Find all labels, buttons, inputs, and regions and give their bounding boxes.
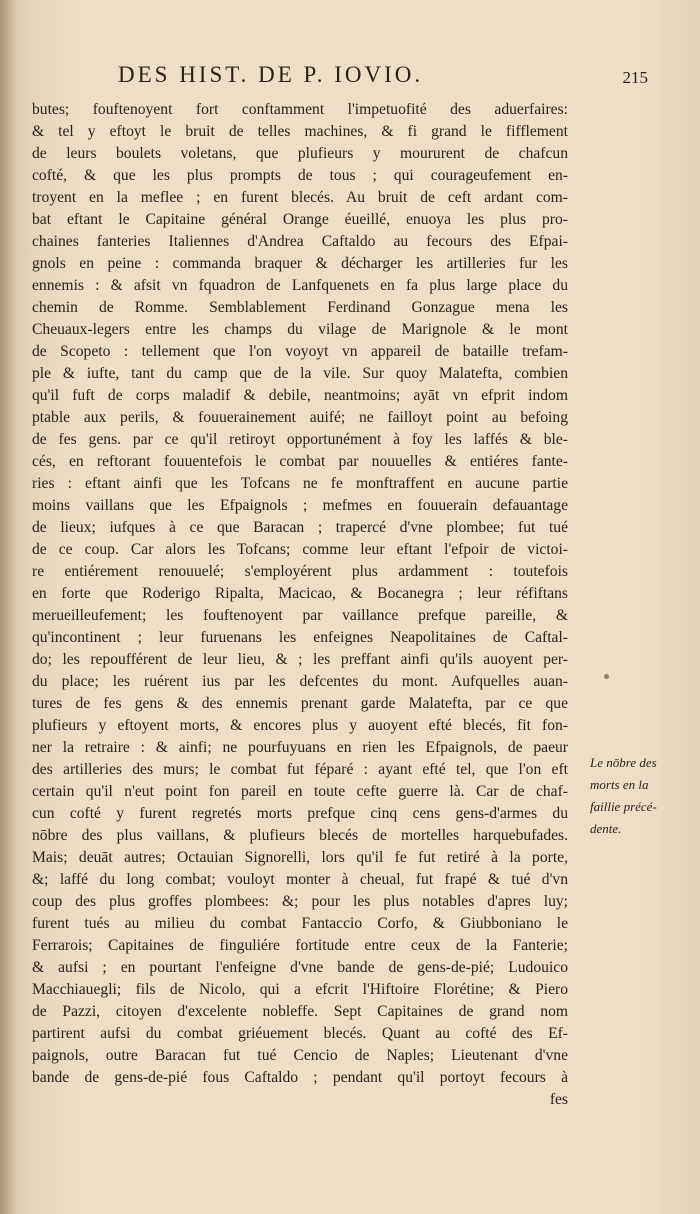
text-line: des artilleries des murs; le combat fut féparé : ayant efté tel, que l'on eft bbox=[32, 761, 568, 778]
text-line: cofté, & que les plus prompts de tous ; qui courageufement en- bbox=[32, 167, 568, 184]
marginal-note-line: Le nōbre des bbox=[590, 755, 657, 770]
text-line: furent tués au milieu du combat Fantaccio Corfo, & Giubboniano le bbox=[32, 915, 568, 932]
text-line: partirent aufsi du combat griéuement blecés. Quant au cofté des Ef- bbox=[32, 1025, 568, 1042]
text-line: re entiérement renouuelé; s'employérent plus ardamment : toutefois bbox=[32, 563, 568, 580]
marginal-note-line: morts en la bbox=[590, 777, 649, 792]
text-line: Mais; deuāt autres; Octauian Signorelli, lors qu'il fe fut retiré à la porte, bbox=[32, 849, 568, 866]
running-title: DES HIST. DE P. IOVIO. bbox=[118, 62, 424, 87]
text-line: certain qu'il n'eut point fon pareil en toute cefte guerre là. Car de chaf- bbox=[32, 783, 568, 800]
text-line: chaines fanteries Italiennes d'Andrea Caftaldo au fecours des Efpai- bbox=[32, 233, 568, 250]
text-line: ennemis : & afsit vn fquadron de Lanfquenets en fa plus large place du bbox=[32, 277, 568, 294]
page-header bbox=[118, 62, 648, 96]
text-line: & tel y eftoyt le bruit de telles machines, & fi grand le fifflement bbox=[32, 123, 568, 140]
text-line: nōbre des plus vaillans, & plufieurs blecés de mortelles harquebufades. bbox=[32, 827, 568, 844]
body-text bbox=[32, 99, 568, 1111]
text-line: en forte que Roderigo Ripalta, Macicao, & Bocanegra ; leur réfiftans bbox=[32, 585, 568, 602]
text-line: de Pazzi, citoyen d'excelente nobleffe. Sept Capitaines de grand nom bbox=[32, 1003, 568, 1020]
page-number: 215 bbox=[622, 68, 648, 87]
marginal-note-line: dente. bbox=[590, 821, 622, 836]
text-line: de fes gens. par ce qu'il retiroyt opportunément à foy les laffés & ble- bbox=[32, 431, 568, 448]
text-line: chemin de Romme. Semblablement Ferdinand Gonzague mena les bbox=[32, 299, 568, 316]
margin-mark bbox=[604, 674, 609, 679]
text-line: du place; les ruérent ius par les defcentes du mont. Aufquelles auan- bbox=[32, 673, 568, 690]
text-line: coup des plus groffes plombees: &; pour les plus notables d'apres luy; bbox=[32, 893, 568, 910]
text-line: tures de fes gens & des ennemis prenant garde Malatefta, par ce que bbox=[32, 695, 568, 712]
catchword: fes bbox=[549, 1091, 568, 1108]
marginal-note-line: faillie précé- bbox=[590, 799, 657, 814]
page-binding-shadow bbox=[0, 0, 14, 1214]
text-line: ptable aux perils, & fouuerainement auifé; ne failloyt point au befoing bbox=[32, 409, 568, 426]
text-line: qu'il fuft de corps maladif & debile, neantmoins; ayāt vn efprit indom bbox=[32, 387, 568, 404]
text-line: bat eftant le Capitaine général Orange éueillé, enuoya les plus pro- bbox=[32, 211, 568, 228]
marginal-note bbox=[590, 752, 690, 840]
text-line: de Scopeto : tellement que l'on voyoyt vn appareil de bataille trefam- bbox=[32, 343, 568, 360]
text-line: &; laffé du long combat; vouloyt monter à cheual, fut frapé & tué d'vn bbox=[32, 871, 568, 888]
text-line: Ferrarois; Capitaines de finguliére fortitude entre ceux de la Fanterie; bbox=[32, 937, 568, 954]
text-line: ries : eftant ainfi que les Tofcans ne fe monftraffent en aucune partie bbox=[32, 475, 568, 492]
text-line: Cheuaux-legers entre les champs du vilage de Marignole & le mont bbox=[32, 321, 568, 338]
text-line: Macchiauegli; fils de Nicolo, qui a efcrit l'Hiftoire Florétine; & Piero bbox=[32, 981, 568, 998]
text-line: ple & iufte, tant du camp que de la vile. Sur quoy Malatefta, combien bbox=[32, 365, 568, 382]
text-line: de lieux; iufques à ce que Baracan ; trapercé d'vne plombee; fut tué bbox=[32, 519, 568, 536]
text-line: butes; fouftenoyent fort conftamment l'impetuofité des aduerfaires: bbox=[32, 101, 568, 118]
text-line: ner la retraire : & ainfi; ne pourfuyuans en rien les Efpaignols, de paeur bbox=[32, 739, 568, 756]
text-line: de leurs boulets voletans, que plufieurs y moururent de chafcun bbox=[32, 145, 568, 162]
text-line: moins vaillans que les Efpaignols ; mefmes en fouuerain defauantage bbox=[32, 497, 568, 514]
text-line: plufieurs y eftoyent morts, & encores plus y auoyent efté blecés, fit fon- bbox=[32, 717, 568, 734]
text-line: & aufsi ; en pourtant l'enfeigne d'vne bande de gens-de-pié; Ludouico bbox=[32, 959, 568, 976]
text-line: cés, en reftorant fouuentefois le combat par nouuelles & entiéres fante- bbox=[32, 453, 568, 470]
text-line: gnols en peine : commanda braquer & décharger les artilleries fur les bbox=[32, 255, 568, 272]
text-line: troyent en la meflee ; en furent blecés. Au bruit de ceft ardant com- bbox=[32, 189, 568, 206]
text-line: de ce coup. Car alors les Tofcans; comme leur eftant l'efpoir de victoi- bbox=[32, 541, 568, 558]
text-line: bande de gens-de-pié fous Caftaldo ; pendant qu'il portoyt fecours à bbox=[32, 1069, 568, 1086]
text-line: cun cofté y furent regretés morts prefque cinq cens gens-d'armes du bbox=[32, 805, 568, 822]
text-line: do; les repoufférent de leur lieu, & ; les preffant ainfi qu'ils auoyent per- bbox=[32, 651, 568, 668]
text-line: qu'incontinent ; leur furuenans les enfeignes Neapolitaines de Caftal- bbox=[32, 629, 568, 646]
text-line: merueilleufement; les fouftenoyent par vaillance prefque pareille, & bbox=[32, 607, 568, 624]
text-line: paignols, outre Baracan fut tué Cencio de Naples; Lieutenant d'vne bbox=[32, 1047, 568, 1064]
